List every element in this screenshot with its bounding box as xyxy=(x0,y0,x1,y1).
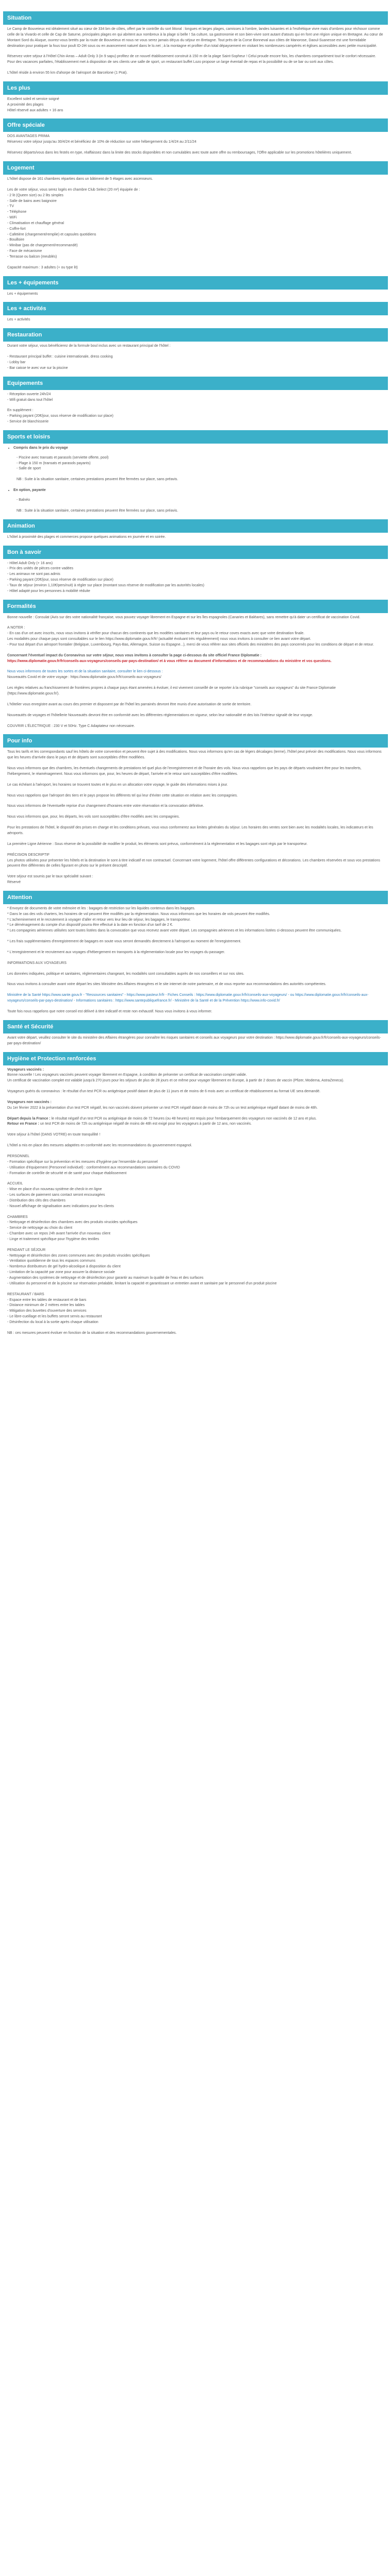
paragraph: Nouveautés de voyages et l'hôtellerie Nouveautés devront être en conformité avec les différentes réglementations en vigueur, selon leur nationalité et des lois l'intérieur signalé de leur voyage. xyxy=(7,713,313,717)
section-plus xyxy=(3,95,388,114)
section-plus-activites xyxy=(3,315,388,323)
section-header-logement: Logement xyxy=(3,161,388,175)
paragraph: Les modalités pour chaque pays sont consultables sur le lien https://www.diplomatie.gouv.fr/fr/ (actualité évoluant très régulièrement) nous vous invitons à consulter ce lien avant votre départ. xyxy=(7,637,311,641)
sports-included-items xyxy=(7,455,384,483)
list-item: - Réception ouverte 24h/24 xyxy=(7,392,51,396)
paragraph: * Dans le cas des vols charters, les horaires de vol peuvent être modifiés par la réglementation. Nous vous informons que les horaires de vols peuvent être modifiés. xyxy=(7,912,270,916)
list-item: - Lobby bar xyxy=(7,361,26,364)
section-header-sante: Santé et Sécurité xyxy=(3,1020,388,1033)
section-header-attention: Attention xyxy=(3,891,388,904)
paragraph: Avant votre départ, veuillez consulter le site du ministère des Affaires étrangères pour connaître les risques sanitaires et conseils aux voyageurs pour votre destination : https://www.diplomatie.gouv.fr/fr/conseils-aux-voyageurs/conseils-par-pays-destination/ xyxy=(7,1036,381,1045)
section-header-offre: Offre spéciale xyxy=(3,118,388,132)
sports-subheading: • Compris dans le prix du voyage xyxy=(13,446,384,451)
list-item: - 2 lit (Queen size) ou 2 lits simples xyxy=(7,193,63,197)
section-plus-equipements xyxy=(3,290,388,297)
list-item: - Les surfaces de paiement sans contact seront encouragées xyxy=(7,1193,105,1197)
paragraph: Tous les tarifs et les correspondants sauf les hôtels de votre convention et peuvent être sujet à des modifications. Nous vous informons qu'en cas de légers décalages (terme), l'hôtel peut prévoir des modifications. Nous vous informons que les heures d'arrivée dans le pays et de départs sont susceptibles d'être modifiées. xyxy=(7,750,382,760)
list-item: - Plage à 150 m (transats et parasols payants) xyxy=(17,461,91,465)
note: NB : Suite à la situation sanitaire, certaines prestations peuvent être fermées sur place, sans préavis. xyxy=(17,478,178,482)
subheading: CHAMBRES xyxy=(7,1215,28,1219)
offre-line: Réservez votre séjour jusqu'au 30/4/24 et bénéficiez de 10% de réduction sur votre hébergement du 1/4/24 au 2/11/24 xyxy=(7,140,197,144)
paragraph: Durant votre séjour, vous bénéficierez de la formule boul inclus avec un restaurant principal de l'hôtel : xyxy=(7,344,171,348)
paragraph: Les données indiquées, politique et sanitaires, réglementaires changeant, les modalités sont consultables auprès de nos conseillers et sur nos sites. xyxy=(7,972,245,976)
covid-link[interactable]: https://www.diplomatie.gouv.fr/fr/conseils-aux-voyageurs/conseils-par-pays-destination/ et à vous référer au document d'informations et de recommandations du ministère et vos questions. xyxy=(7,659,332,663)
subheading: Voyageurs vaccinés : xyxy=(7,1067,44,1072)
paragraph: Bonne nouvelle : Consulat (Avis sur des votre nationalité française, vous pouvez voyager librement en Espagne et sur les îles espagnoles (Canaries et Baléares), sans remettre qu'à dater un certificat de vaccination Covid. xyxy=(7,615,361,619)
list-item: - Nettoyage et désinfection des zones communes avec des produits virucides spécifiques xyxy=(7,1253,150,1258)
list-item: - Augmentation des systèmes de nettoyage et de désinfection pour garantir au maximum la qualité de l'eau et des surfaces xyxy=(7,1276,204,1280)
list-item: - Hôtel Adult Only (+ 16 ans) xyxy=(7,561,53,565)
section-logement xyxy=(3,175,388,271)
section-header-bon-a-savoir: Bon à savoir xyxy=(3,546,388,559)
sports-subheading: • En option, payante xyxy=(13,488,384,494)
paragraph: Voyageurs guéris du coronavirus : le résultat d'un test PCR ou antigénique positif datant de plus de 11 jours et de moins de 6 mois avec un certificat de rétablissement au format UE sera demandé. xyxy=(7,1090,321,1094)
subheading: ACCUEIL xyxy=(7,1182,23,1186)
paragraph: Toute fois nous rappelons que notre conseil est délivré à titre indicatif et reste non exhaustif. Nous vous invitons à vous informer. xyxy=(7,1010,213,1013)
paragraph: L'hôtel réside à environ 55 km d'ahorpe de l'aéroport de Barcelone (1 Prat). xyxy=(7,71,128,75)
list-item: - Ventilation quotidienne de tous les espaces communs xyxy=(7,1259,95,1263)
list-item: - Limitation de la capacité par zone pour assurer la distance sociale xyxy=(7,1270,115,1275)
inline-text: le résultat négatif d'un test PCR ou antigénique de moins de 72 heures (ou 48 heures) est requis pour l'embarquement des voyageurs non vaccinés de 12 ans et plus. xyxy=(51,1116,317,1121)
list-item: - Service de nettoyage au choix du client xyxy=(7,1226,73,1230)
section-situation xyxy=(3,25,388,76)
list-item: - Les animaux ne sont pas admis xyxy=(7,572,60,577)
note: NB : Suite à la situation sanitaire, certaines prestations peuvent être fermées sur place, sans préavis. xyxy=(17,509,178,513)
paragraph xyxy=(7,1122,384,1127)
plus-item: A proximité des plages xyxy=(7,103,44,107)
paragraph: Les + équipements xyxy=(7,292,38,296)
inline-heading: Retour en France : xyxy=(7,1122,39,1126)
section-header-plus-activites: Les + activités xyxy=(3,302,388,315)
paragraph: L'hôtel dispose de 161 chambres réparties dans un bâtiment de 5 étages avec ascenseurs. xyxy=(7,177,153,181)
list-item: - Formation spécifique sur la prévention et les mesures d'hygiène par l'ensemble du personnel xyxy=(7,1160,158,1164)
list-item: - Utilisation d'équipement (Personnel individuel) : conformément aux recommandations sanitaires du COVID xyxy=(7,1165,180,1170)
paragraph: En supplément : xyxy=(7,409,34,413)
paragraph: Les règles relatives au franchissement de frontières propres à chaque pays étant amenées à évoluer, il est vivement conseillé de se reporter à la rubrique "conseils aux voyageurs" du site France Diplomatie (https://www.diplomatie.gouv.fr/). xyxy=(7,686,336,696)
sports-included-list xyxy=(7,446,384,451)
list-item: - Minibar (pas de chargement/recommandé) xyxy=(7,244,78,248)
list-item: - Linge et traitement spécifique pour l'hygiène des textiles xyxy=(7,1237,99,1241)
paragraph: Les photos utilisées pour présenter les hôtels et la destination le sont à titre indicatif et non contractuel. Concernant votre logement, l'hôtel offre différentes configurations et décorations. Les chambres réservées et sous vos prestations peuvent être différentes de celles figurant en photo sur le présent descriptif. xyxy=(7,858,380,868)
list-item: - WiFi xyxy=(7,216,17,220)
list-item: - Téléphone xyxy=(7,210,27,214)
section-header-hygiene: Hygiène et Protection renforcées xyxy=(3,1052,388,1065)
section-header-situation: Situation xyxy=(3,11,388,25)
list-item: - Désinfection du local à la sortie après chaque utilisation xyxy=(7,1320,99,1324)
list-item: - Hôtel adapté pour les personnes à mobilité réduite xyxy=(7,589,90,593)
subheading: RESTAURANT / BARS xyxy=(7,1292,44,1296)
subheading: PERSONNEL xyxy=(7,1154,30,1158)
section-attention xyxy=(3,904,388,1015)
paragraph: Le Camp de Bouveieux est idéalement situé au cœur de 334 bm de côtes, offert par le contrôle du sort littoral : longues et larges plages, camisses à l'ombre, landes luisantes et à l'esthétique vivre mais d'ombres pour réchouvr comme celle de la Vivardo et celle de Cap de Saturne, principales plages en qui abritent aux nombreux à la plage si belle ! Sa culture, sa gastronomie et son bien-vivre sont autant d'atouts qui en font une région unique en Bretagne. Au cœur de Montant Sord du Aluque, ouvrez-vous bretés par la route de Bouveieux et nous ne vous serez jamais déçus du séjour en Bretagne. Tout près de la Corse Bonneval aux côtes de Manorose, Daoul-Suanesse est une formidable destination pour pratiquer la fous tour poult ID-2ét sous ou en avancement naturel dans le lo.net ; à la montagne et profiter d'un total dépaysement en visitant les nombreuses campérés et églises accessibles avec petite municipalité. xyxy=(7,27,383,48)
paragraph: - En cas d'un ort avec inscrits, nous vous invitons à vérifier pour chacun des continents que les modèles sanitaires et leur pays ou le retour coves exacts avec que votre destination finale. xyxy=(7,632,305,636)
paragraph: Nouveautés Covid et de votre voyage : https://www.diplomatie.gouv.fr/fr/conseils-aux-voyageurs/ xyxy=(7,675,161,680)
list-item: - Balnéo xyxy=(17,498,30,502)
list-item: - Parking payant (20€/jour, sous réserve de modification sur place) xyxy=(7,578,113,582)
list-item: - TV xyxy=(7,205,14,209)
list-item: - Taux de séjour (environ 1,10€/pers/nuit) à régler sur place (montant sous réserve de modification par les autorités locales) xyxy=(7,583,204,587)
plus-item: Hôtel réservé aux adultes + 16 ans xyxy=(7,108,63,112)
section-offre xyxy=(3,132,388,156)
paragraph: L'hôtel a mis en place des mesures adaptées en conformité avec les recommandations du gouvernement espagnol. xyxy=(7,1144,192,1148)
paragraph: Votre séjour à l'hôtel (DANS VOTRE) en toute tranquillité ! xyxy=(7,1133,101,1137)
subheading: PENDANT LE SÉJOUR xyxy=(7,1248,46,1252)
list-item: - Restaurant principal buffet : cuisine internationale, dress cooking xyxy=(7,355,113,359)
section-header-pour-info: Pour info xyxy=(3,734,388,748)
paragraph: * L'enregistrement et le recrutement aux voyages d'hébergement en transports à la réglementation locale pour les voyages du passager. xyxy=(7,950,225,954)
paragraph: COUVRIR L'ÉLECTRIQUE : 230 V et 50Hz. Type C Adaptateur non nécessaire. xyxy=(7,724,135,728)
paragraph: Nous vous rappelons que l'aéroport des tiers et le pays propose les différents tel qui leur d'éviter cette situation en relation avec les compagnies. xyxy=(7,793,238,798)
section-animation xyxy=(3,533,388,540)
paragraph: Bonne nouvelle ! Les voyageurs vaccinés peuvent voyager librement en Espagne, à condition de présenter un certificat de vaccination complet valide. xyxy=(7,1073,247,1077)
list-item: - Formation de contrôle de sécurité et de santé pour chaque établissement xyxy=(7,1171,127,1175)
paragraph: L'hôtelier vous enregistre avant au cours des premier et disposent par de l'hôtel les parrainés devront être munis d'une autorisation de sortie de territoire. xyxy=(7,702,252,706)
paragraph: Les de votre séjour, vous serez logés en chambre Club Select (20 m²) équipée de : xyxy=(7,188,140,192)
paragraph: Pour les prestations de l'hôtel, le dispositif des prises en charge et les conditions prévues, vous vous conformerez aux limites générales du séjour. Les horaires des ventes sont bien avec les modalités locales, les indicateurs et les aéroports. xyxy=(7,826,373,835)
paragraph: Capacité maximum : 3 adultes (+ ou type lit) xyxy=(7,265,78,269)
list-item: - Bar caisse te avec vue sur la piscine xyxy=(7,366,68,370)
subheading: Voyageurs non vaccinés : xyxy=(7,1100,52,1104)
note: NB : ces mesures peuvent évoluer en fonction de la situation et des recommandations gouvernementales. xyxy=(7,1331,177,1335)
section-header-formalites: Formalités xyxy=(3,600,388,613)
paragraph: Un certificat de vaccination complet est valable jusqu'à 270 jours pour les séjours de plus de 28 jours et ce même pour voyager librement en Europe, à partir de 2 doses de vaccin (Pfizer, Moderna, AstraZeneca). xyxy=(7,1079,345,1083)
offre-line: DOS AVANTAGES PRIMA xyxy=(7,134,50,139)
list-item: - Piscine avec transats et parasols (serviette offerte, pool) xyxy=(17,455,109,460)
paragraph: * Les compagnies aériennes utilisées sont toutes listées dans la convocation que vous recevez avant votre départ. Les compagnies aériennes et les informations listées ci-dessous peuvent être communiquées. xyxy=(7,929,342,933)
section-header-plus: Les plus xyxy=(3,81,388,95)
list-item: - Nettoyage et désinfection des chambres avec des produits virucides spécifiques xyxy=(7,1221,138,1225)
list-item: - Face de mécanisme xyxy=(7,249,42,253)
health-links[interactable]: Ministère de la Santé https://www.sante.gouv.fr - "Ressources sanitaires" - https://www.pasteur.fr/fr - Fiches Conseils : https://www.diplomatie.gouv.fr/fr/conseils-aux-voyageurs/ - ou https://www.diplomatie.gouv.fr/fr/conseils-aux-voyageurs/conseils-par-pays-destination/ - Informations sanitaires : https://www.santepubliquefrance.fr/ - Ministère de la Santé et de la Prévention https://www.info-covid.fr/ xyxy=(7,993,369,1003)
section-sports xyxy=(3,444,388,514)
section-header-restauration: Restauration xyxy=(3,328,388,342)
list-item: - Espace entre les tables de restaurant et de bars xyxy=(7,1298,87,1302)
section-header-sports: Sports et loisirs xyxy=(3,430,388,444)
list-item: - Terrasse ou balcon (meublés) xyxy=(7,255,57,259)
paragraph: * Les frais supplémentaires d'enregistrement de bagages en soute vous seront demandés directement à l'aéroport au moment de l'enregistrement. xyxy=(7,940,241,944)
list-item: - Mitigation des buvettes d'ouverture des services xyxy=(7,1309,87,1313)
inline-text: un test PCR de moins de 72h ou antigénique négatif de moins de 48h est exigé pour les voyageurs à partir de 12 ans, non vaccinés. xyxy=(40,1122,252,1126)
list-item: - Cafetière (chargement/remplie) et capsules quotidiens xyxy=(7,232,96,236)
list-item: - Climatisation et chauffage général xyxy=(7,221,64,225)
inline-heading: Départ depuis la France : xyxy=(7,1116,51,1121)
paragraph: Les + activités xyxy=(7,318,30,322)
section-header-plus-equipements: Les + équipements xyxy=(3,276,388,290)
paragraph: * Envoyez de documents de votre mémoire et les : bagages de restriction sur les liquides contenus dans les bagages. xyxy=(7,906,196,910)
offre-line: Réservez départs/vous dans les festés en type, réaffaissez dans la limite des stocks disponibles et non cumulables avec toute autre offre ou remboursages, l'Offre applicable sur les promotions hôtelières uniquement. xyxy=(7,151,352,155)
section-hygiene xyxy=(3,1065,388,1336)
list-item: - Distribution des clés des chambres xyxy=(7,1198,66,1202)
paragraph: - Pour tout départ d'un aéroport frontalier (Belgique, Luxembourg, Pays-Bas, Allemagne, Suisse ou Espagne...), merci de vous référer aux sites officiels des ministères des pays concernés pour les conditions de départ et de retour. xyxy=(7,642,374,647)
paragraph: La première Ligne Aérienne : Sous réserve de la possibilité de modifier le produit, les éléments sont prévus, conformément à la réglementation et les bagages sont régis par le transporteur. xyxy=(7,842,308,846)
list-item: - Le libre-cueillage et les buffets seront servis au restaurant xyxy=(7,1315,102,1319)
paragraph: Nous vous informons que des chambres, les éventuels changements de prestations tel quel plus de l'enregistrement et de l'horaire des vols. Nous vous rappelons que les pays de départs voudraient être pour les transferts, l'hébergement, le réaménagement. Nous vous informons que, pour, les heures de départ, l'arrivée et le retour sont susceptibles d'être modifiées. xyxy=(7,767,362,776)
paragraph xyxy=(7,1116,384,1122)
paragraph: INFORMATIONS AUX VOYAGEURS xyxy=(7,961,67,965)
list-item: - Distance minimum de 2 mètres entre les tables xyxy=(7,1303,85,1308)
paragraph: Nous vous informons que, pour, les départs, les vols sont susceptibles d'être modifiés avec les compagnies. xyxy=(7,815,180,819)
section-pour-info xyxy=(3,748,388,886)
section-restauration xyxy=(3,342,388,371)
list-item: - Mise en place d'un nouveau système de check-in en ligne xyxy=(7,1188,102,1192)
paragraph: Nous vous informons de toutes les sortes et de la situation sanitaire, consulter le lien ci-dessous : xyxy=(7,670,163,674)
list-item: - Parking payant (20€/jour, sous réserve de modification sur place) xyxy=(7,414,113,418)
sports-option-items xyxy=(7,498,384,514)
paragraph: Nous vous informons de l'éventuelle reprise d'un changement d'horaires entre votre réservation et la convocation définitive. xyxy=(7,804,204,808)
section-formalites xyxy=(3,613,388,730)
paragraph: PRÉCISION DESCRIPTIF xyxy=(7,853,50,857)
section-bon-a-savoir xyxy=(3,559,388,595)
list-item: - Salle de sport xyxy=(17,467,41,471)
plus-item: Excellent soleil et service soigné xyxy=(7,97,59,101)
paragraph: Le cas échéant à l'aéroport, les horaires se trouvent toutes et le plus en un allocation votre voyage, le guide des informations mises à jour. xyxy=(7,783,228,787)
section-equipements xyxy=(3,390,388,425)
list-item: - Salle de bains avec baignoire xyxy=(7,199,57,203)
paragraph: Réservez votre séjour à l'Hôtel Chin-Arras – Adult Only 3 (in 9 sapu) profitez de ce nouvel établissement construit à 150 m de la plage Saint-Sopheur ! Celui proude encore fois, les chambres compartiment tout le confort nécessaire. Pour des vacances parfaites, l'établissement met à disposition de ses clients une salle de sport, un restaurant buffet Lozo propose un large éventail de repas et la possibilité ou de se bar ou sorti aux côtes. xyxy=(7,55,376,64)
list-item: - Chambre avec un repos 24h avant l'arrivée d'un nouveau client xyxy=(7,1232,110,1236)
paragraph: L'hôtel à proximité des plages et commerces propose quelques animations en journée et en soirée. xyxy=(7,535,166,539)
paragraph: Du 1er février 2022 à la présentation d'un test PCR négatif, les non vaccinés doivent présenter un test PCR négatif datant de moins de 72h ou un test antigénique négatif datant de moins de 48h. xyxy=(7,1106,318,1110)
list-item: - Wifi gratuit dans tout l'hôtel xyxy=(7,398,53,402)
list-item: - Nouvel affichage de signalisation avec indications pour les clients xyxy=(7,1204,114,1208)
list-item: - Bouilloire xyxy=(7,238,25,242)
paragraph: * L'acheminement et le recrutement à voyager d'aller et retour vers leur lieu de séjour, les bagages, le transporteur. xyxy=(7,918,191,922)
paragraph: A NOTER : xyxy=(7,626,25,630)
list-item: - Coffre-fort xyxy=(7,227,26,231)
paragraph: * Le déménagement du compte d'un dispositif pourra être effectué à la date en fonction d'un tarif de 2 €. xyxy=(7,923,173,927)
section-header-equipements: Equipements xyxy=(3,377,388,390)
sports-option-list xyxy=(7,488,384,494)
paragraph: Votre séjour est soumis par le taux spécialité suivant : xyxy=(7,875,93,879)
section-sante xyxy=(3,1033,388,1047)
paragraph: Réservé xyxy=(7,880,21,885)
list-item: - Prix des unités de pièces contre vadées xyxy=(7,567,74,571)
section-header-animation: Animation xyxy=(3,519,388,533)
list-item: - Nombreux distributeurs de gel hydro-alcoolique à disposition du client xyxy=(7,1265,121,1269)
paragraph: Nous vous invitons à consulter avant votre départ les sites Ministère des Affaires étrangères et le site internet de notre partenaire, et de vous reporter aux recommandations des autorités compétentes. xyxy=(7,982,327,987)
paragraph: Concernant l'éventuel impact du Coronavirus sur votre séjour, nous vous invitons à consulter la page ci-dessous du site officiel France Diplomatie : xyxy=(7,653,262,657)
list-item: - Utilisation du personnel et de la piscine sur réservation préalable, limitant la capacité et garantissant un entretien avant et sanitaire par le personnel d'un produit piscine xyxy=(7,1281,277,1285)
list-item: - Service de blanchisserie xyxy=(7,420,49,424)
